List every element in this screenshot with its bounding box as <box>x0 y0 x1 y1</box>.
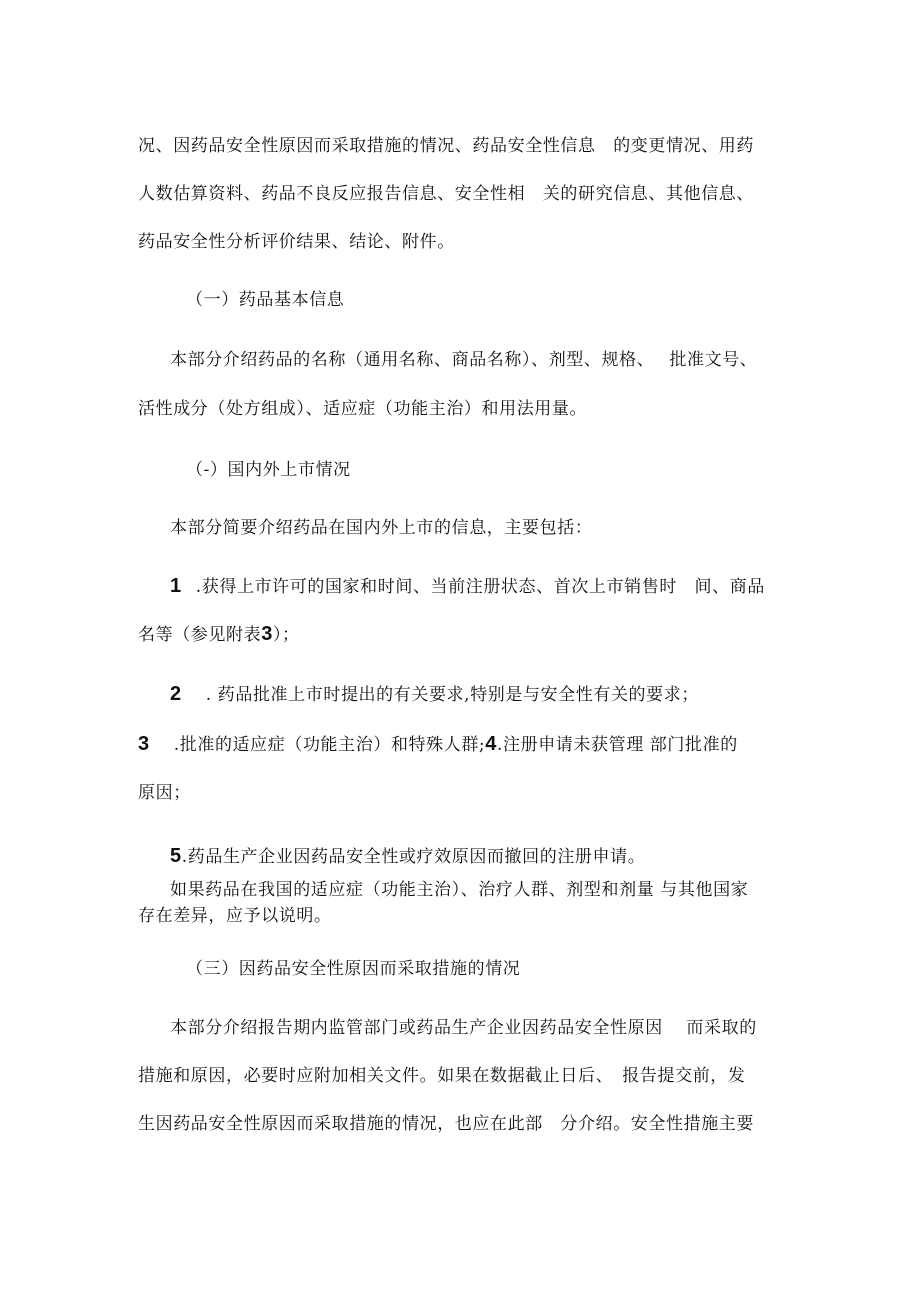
list-item-text: . 药品批准上市时提出的有关要求,特别是与安全性有关的要求； <box>205 685 699 705</box>
paragraph-line: 生因药品安全性原因而采取措施的情况，也应在此部 分介绍。安全性措施主要 <box>138 1114 754 1134</box>
list-item-2 <box>170 682 699 707</box>
list-item-text: 名等（参见附表 <box>138 625 262 645</box>
list-item-4-continued: 原因； <box>138 783 191 803</box>
list-item-text: .药品生产企业因药品安全性或疗效原因而撤回的注册申请。 <box>181 847 646 867</box>
paragraph-line: 措施和原因，必要时应附加相关文件。如果在数据截止日后、 报告提交前，发 <box>138 1066 746 1086</box>
section-heading-safety-measures: （三）因药品安全性原因而采取措施的情况 <box>186 959 521 979</box>
paragraph-line: 况、因药品安全性原因而采取措施的情况、药品安全性信息 的变更情况、用药 <box>138 136 754 156</box>
list-number: 5 <box>170 845 182 867</box>
paragraph-line: 本部分简要介绍药品在国内外上市的信息，主要包括： <box>170 518 593 538</box>
section-heading-basic-info: （一）药品基本信息 <box>186 290 345 310</box>
paragraph-line: 存在差异，应予以说明。 <box>138 906 332 926</box>
list-item-5 <box>170 844 645 869</box>
paragraph-line: 药品安全性分析评价结果、结论、附件。 <box>138 232 455 252</box>
list-item-text: .批准的适应症（功能主治）和特殊人群; <box>173 735 486 755</box>
list-item-text: .注册申请未获管理 部门批准的 <box>497 735 738 755</box>
paragraph-line: 如果药品在我国的适应症（功能主治）、治疗人群、剂型和剂量 与其他国家 <box>170 880 749 900</box>
list-item-3-4 <box>138 732 738 757</box>
list-number: 4 <box>485 733 497 755</box>
paragraph-line: 本部分介绍报告期内监管部门或药品生产企业因药品安全性原因 而采取的 <box>170 1018 757 1038</box>
list-item-text: ）； <box>272 625 300 645</box>
list-item-text: .获得上市许可的国家和时间、当前注册状态、首次上市销售时 间、商品 <box>195 577 765 597</box>
list-item-1 <box>170 574 765 599</box>
list-number: 2 <box>170 683 182 705</box>
paragraph-line: 人数估算资料、药品不良反应报告信息、安全性相 关的研究信息、其他信息、 <box>138 184 754 204</box>
paragraph-line: 活性成分（处方组成）、适应症（功能主治）和用法用量。 <box>138 399 588 419</box>
list-number: 1 <box>170 575 182 597</box>
list-number: 3 <box>138 733 150 755</box>
list-item-1-continued <box>138 622 300 647</box>
section-heading-market-status: （-）国内外上市情况 <box>186 460 351 480</box>
appendix-number: 3 <box>261 623 273 645</box>
paragraph-line: 本部分介绍药品的名称（通用名称、商品名称）、剂型、规格、 批准文号、 <box>170 350 758 370</box>
